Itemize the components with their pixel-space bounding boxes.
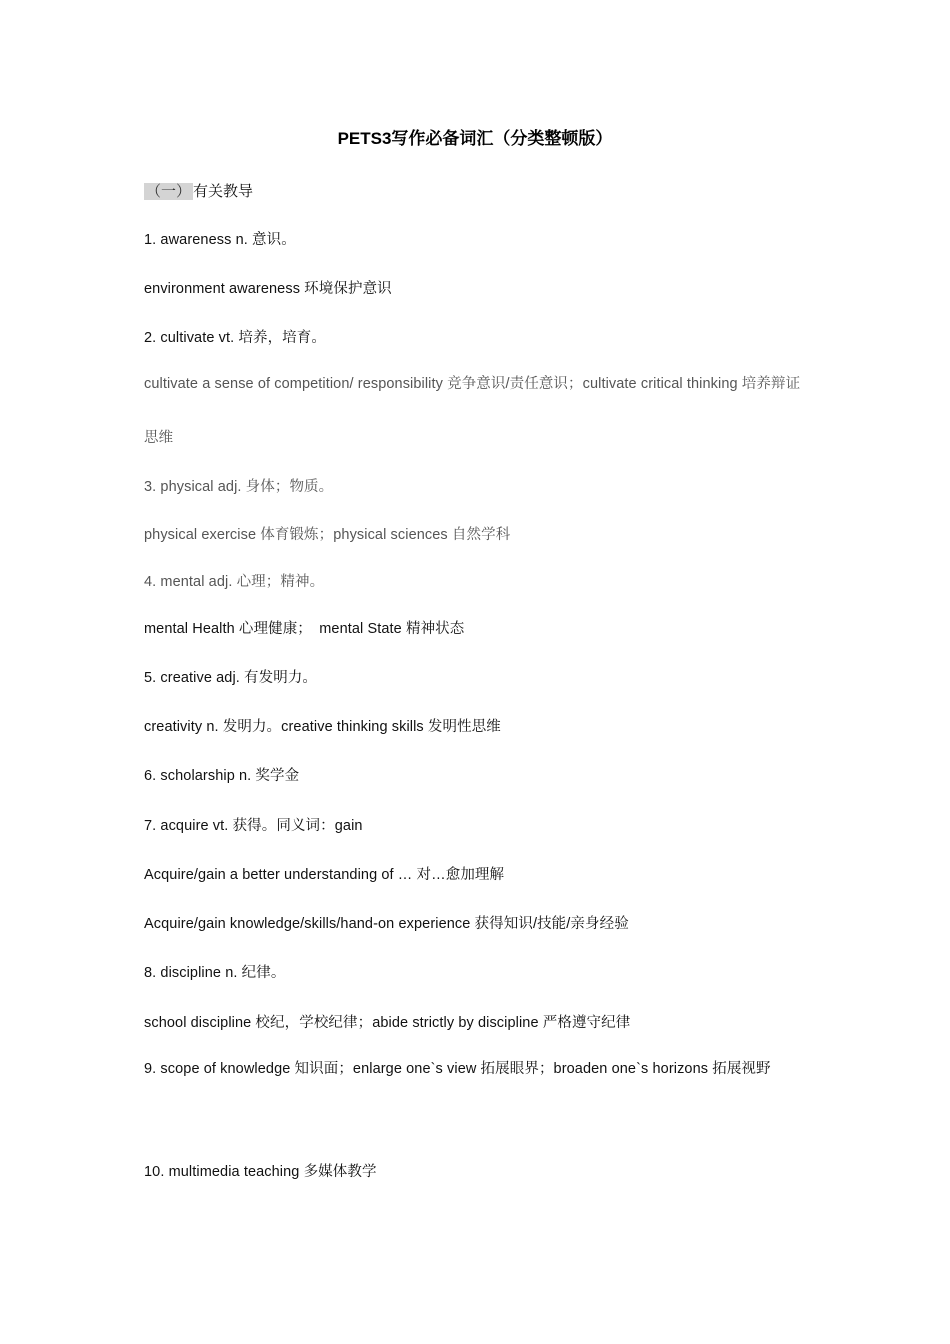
vocab-entry: 10. multimedia teaching 多媒体教学 xyxy=(144,1164,377,1180)
vocab-entry: 3. physical adj. 身体；物质。 xyxy=(144,479,334,495)
vocab-example: Acquire/gain knowledge/skills/hand-on experience 获得知识/技能/亲身经验 xyxy=(144,916,629,932)
vocab-example: mental Health 心理健康； mental State 精神状态 xyxy=(144,621,465,637)
vocab-example: Acquire/gain a better understanding of … 对…愈加理解 xyxy=(144,867,505,883)
vocab-example: physical exercise 体育锻炼；physical sciences 自然学科 xyxy=(144,527,511,543)
vocab-entry: 2. cultivate vt. 培养，培育。 xyxy=(144,330,326,346)
vocab-example: creativity n. 发明力。creative thinking skills 发明性思维 xyxy=(144,719,501,735)
section-label: 有关教导 xyxy=(193,183,254,200)
vocab-example: school discipline 校纪，学校纪律；abide strictly by discipline 严格遵守纪律 xyxy=(144,1015,631,1031)
vocab-example: environment awareness 环境保护意识 xyxy=(144,281,392,297)
vocab-example: cultivate a sense of competition/ responsibility 竞争意识/责任意识；cultivate critical thinking 培养辩证思维 xyxy=(144,376,801,446)
vocab-entry: 7. acquire vt. 获得。同义词：gain xyxy=(144,818,363,834)
vocab-entry: 6. scholarship n. 奖学金 xyxy=(144,768,300,784)
vocab-entry: 1. awareness n. 意识。 xyxy=(144,232,296,248)
vocab-entry: 8. discipline n. 纪律。 xyxy=(144,965,286,981)
vocab-entry: 4. mental adj. 心理；精神。 xyxy=(144,574,325,590)
section-heading xyxy=(144,180,253,201)
section-marker: （一） xyxy=(146,183,192,200)
vocab-entry: 9. scope of knowledge 知识面；enlarge one`s view 拓展眼界；broaden one`s horizons 拓展视野 xyxy=(144,1061,771,1077)
vocab-entry: 5. creative adj. 有发明力。 xyxy=(144,670,318,686)
document-title: PETS3写作必备词汇（分类整顿版） xyxy=(337,129,613,148)
